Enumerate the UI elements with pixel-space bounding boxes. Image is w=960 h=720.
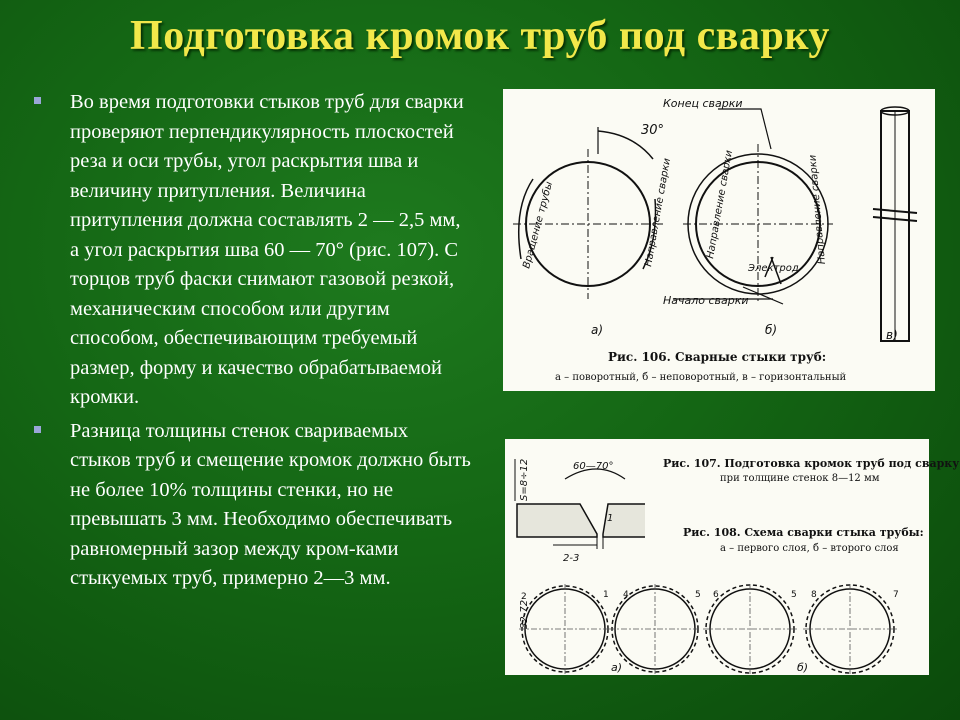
bevel-angle-label: 60—70° (573, 461, 614, 472)
sub-label-b: б) (765, 323, 778, 337)
angle-label: 30° (641, 123, 665, 138)
seq-num: 1 (603, 590, 609, 600)
seq-num: 4 (623, 590, 629, 600)
label-end-of-weld: Конец сварки (663, 97, 743, 110)
diameter-label: 32-72 (519, 599, 530, 629)
bullet-square-icon (34, 97, 41, 104)
seq-num: 8 (811, 590, 817, 600)
bullet-square-icon (34, 426, 41, 433)
slide-title: Подготовка кромок труб под сварку (130, 13, 830, 59)
figure-108-caption-1: Рис. 108. Схема сварки стыка трубы: (683, 526, 924, 539)
bullet-text-1: Во время подготовки стыков труб для сварки проверяют перпендикулярность плоскостей реза и оси трубы, угол раскрытия шва и величину притупления. Величина притупления должна составлять 2 — 2,5 мм, а угол раскрытия шва 60 — 70° (рис. 107). С торцов труб фаски снимают газовой резкой, механическим способом или другим способом, обеспечивающим требуемый размер, форму и качество обрабатываемой кромки. (70, 91, 464, 408)
figure-107-108-drawing (505, 439, 960, 675)
label-electrode: Электрод (748, 263, 799, 274)
sub-label-v: в) (886, 328, 898, 342)
figure-106-caption: Рис. 106. Сварные стыки труб: (608, 350, 827, 364)
bullet-item-2 (32, 417, 472, 594)
seq-num: 7 (893, 590, 899, 600)
seq-num: 2 (521, 592, 527, 602)
sub-label-a: а) (591, 323, 604, 337)
figure-106-pipe-joints (503, 89, 935, 391)
seq-num: 5 (791, 590, 797, 600)
gap-label: 2-3 (563, 553, 580, 564)
seq-num: 5 (695, 590, 701, 600)
figure-106-drawing (503, 89, 935, 391)
label-pipe-rotation: Вращение трубы (521, 180, 556, 270)
bullet-list (32, 88, 472, 598)
bullet-item-1 (32, 88, 472, 413)
label-weld-direction-a: Направление сварки (643, 157, 674, 268)
sub-label-b-108: б) (797, 661, 809, 674)
label-weld-direction-b2: Направление сварки (807, 154, 828, 265)
sub-label-a-108: а) (611, 661, 623, 674)
figure-107-caption-1: Рис. 107. Подготовка кромок труб под сварку (663, 457, 960, 470)
blunt-label: 1 (607, 513, 614, 524)
bullet-text-2: Разница толщины стенок свариваемых стыков труб и смещение кромок должно быть не более 10% толщины стенки, но не превышать 3 мм. Необходимо обеспечивать равномерный зазор между кром-ками стыкуемых труб, примерно 2—3 мм. (70, 419, 471, 589)
figure-108-caption-2: а – первого слоя, б – второго слоя (720, 543, 899, 554)
figure-107-108-edge-prep (505, 439, 960, 675)
figure-107-caption-2: при толщине стенок 8—12 мм (720, 473, 880, 484)
label-weld-direction-b1: Направление сварки (705, 149, 736, 260)
thickness-label: S=8÷12 (519, 458, 530, 501)
seq-num: 6 (713, 590, 719, 600)
label-start-of-weld: Начало сварки (663, 294, 749, 307)
figure-106-caption-sub: а – поворотный, б – неповоротный, в – горизонтальный (555, 372, 847, 383)
